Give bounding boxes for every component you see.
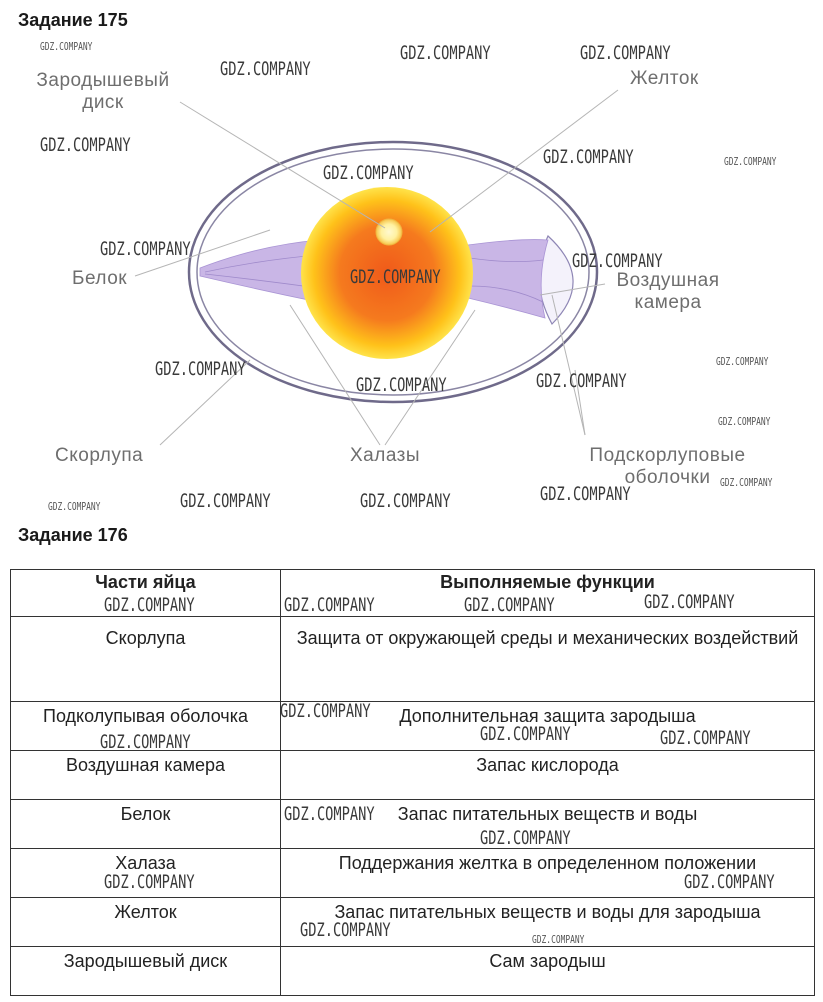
header-part: Части яйца: [11, 570, 281, 617]
label-shell-membranes: Подскорлуповые оболочки: [589, 445, 746, 488]
table-row: [11, 898, 815, 947]
watermark: GDZ.COMPANY: [480, 827, 571, 849]
watermark: GDZ.COMPANY: [104, 594, 195, 616]
cell-function: Сам зародыш: [281, 947, 815, 996]
watermark: GDZ.COMPANY: [323, 162, 414, 184]
cell-function: Запас питательных веществ и воды для зародыша: [281, 898, 815, 947]
watermark: GDZ.COMPANY: [572, 250, 663, 272]
cell-part: Скорлупа: [11, 617, 281, 702]
watermark: GDZ.COMPANY: [356, 374, 447, 396]
watermark: GDZ.COMPANY: [464, 594, 555, 616]
header-function: Выполняемые функции: [281, 570, 815, 617]
label-chalazae: Халазы: [350, 445, 421, 466]
cell-function: Поддержания желтка в определенном положении: [281, 849, 815, 898]
cell-part: Халаза: [11, 849, 281, 898]
watermark: GDZ.COMPANY: [100, 238, 191, 260]
table-row: [11, 617, 815, 702]
label-germinal-disc: Зародышевый диск: [36, 70, 170, 113]
cell-part: Воздушная камера: [11, 751, 281, 800]
watermark: GDZ.COMPANY: [580, 42, 671, 64]
cell-part: Белок: [11, 800, 281, 849]
watermark: GDZ.COMPANY: [284, 594, 375, 616]
watermark: GDZ.COMPANY: [400, 42, 491, 64]
watermark: GDZ.COMPANY: [543, 146, 634, 168]
watermark: GDZ.COMPANY: [155, 358, 246, 380]
watermark: GDZ.COMPANY: [718, 415, 771, 428]
cell-function: Запас питательных веществ и воды: [281, 800, 815, 849]
cell-function: Запас кислорода: [281, 751, 815, 800]
watermark: GDZ.COMPANY: [480, 723, 571, 745]
table-row: [11, 947, 815, 996]
label-shell: Скорлупа: [55, 445, 144, 466]
watermark: GDZ.COMPANY: [280, 700, 371, 722]
watermark: GDZ.COMPANY: [104, 871, 195, 893]
watermark: GDZ.COMPANY: [540, 483, 631, 505]
watermark: GDZ.COMPANY: [220, 58, 311, 80]
egg-parts-table: [10, 569, 815, 996]
germinal-disc: [376, 219, 402, 245]
watermark: GDZ.COMPANY: [300, 919, 391, 941]
cell-part: Подколупывая оболочка: [11, 702, 281, 751]
table-row: [11, 800, 815, 849]
watermark: GDZ.COMPANY: [644, 591, 735, 613]
task-176-title: Задание 176: [18, 525, 128, 545]
watermark: GDZ.COMPANY: [40, 40, 93, 53]
table-row: [11, 751, 815, 800]
label-albumen: Белок: [72, 268, 128, 289]
task-175-title: Задание 175: [18, 10, 128, 30]
cell-function: Защита от окружающей среды и механических воздействий: [281, 617, 815, 702]
cell-part: Зародышевый диск: [11, 947, 281, 996]
watermark: GDZ.COMPANY: [724, 155, 777, 168]
label-air-chamber: Воздушная камера: [616, 270, 720, 313]
watermark: GDZ.COMPANY: [660, 727, 751, 749]
watermark: GDZ.COMPANY: [684, 871, 775, 893]
watermark: GDZ.COMPANY: [48, 500, 101, 513]
watermark: GDZ.COMPANY: [716, 355, 769, 368]
watermark: GDZ.COMPANY: [532, 933, 585, 946]
watermark: GDZ.COMPANY: [350, 266, 441, 288]
watermark: GDZ.COMPANY: [100, 731, 191, 753]
cell-function: Дополнительная защита зародыша: [281, 702, 815, 751]
watermark: GDZ.COMPANY: [360, 490, 451, 512]
label-yolk: Желток: [630, 68, 699, 89]
watermark: GDZ.COMPANY: [536, 370, 627, 392]
watermark: GDZ.COMPANY: [40, 134, 131, 156]
cell-part: Желток: [11, 898, 281, 947]
watermark: GDZ.COMPANY: [720, 476, 773, 489]
watermark: GDZ.COMPANY: [284, 803, 375, 825]
watermark: GDZ.COMPANY: [180, 490, 271, 512]
